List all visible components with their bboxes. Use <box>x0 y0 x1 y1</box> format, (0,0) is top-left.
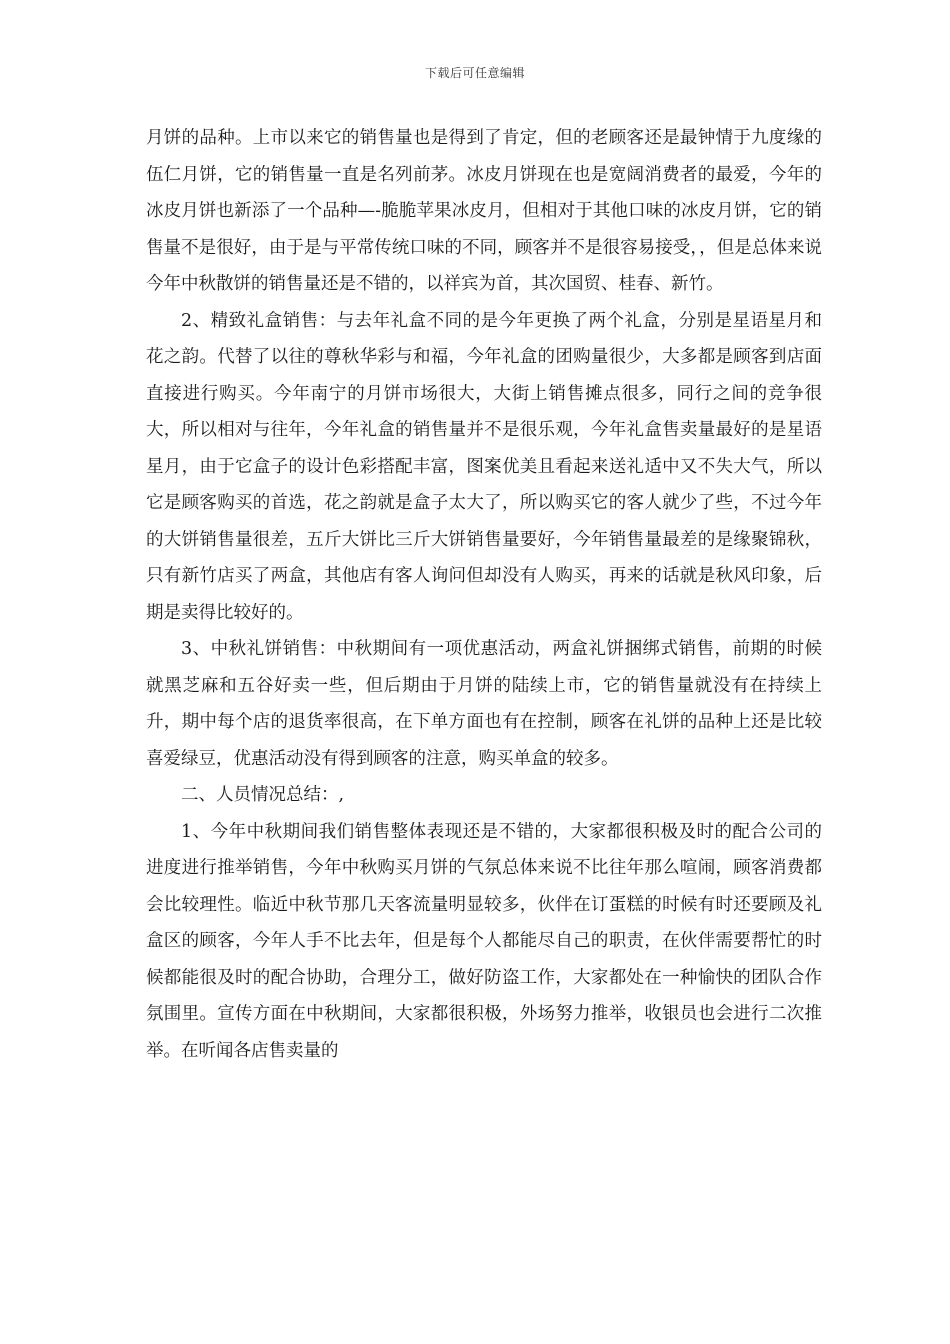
section-heading-staff-summary: 二、人员情况总结：, <box>181 785 345 805</box>
paragraph-gift-cake-sales: 3、中秋礼饼销售：中秋期间有一项优惠活动，两盒礼饼捆绑式销售，前期的时候就黑芝麻和五谷好卖一些，但后期由于月饼的陆续上市，它的销售量就没有在持续上升，期中每个店的退货率很高，在下单方面也有在控制，顾客在礼饼的品种上还是比较喜爱绿豆，优惠活动没有得到顾客的注意，购买单盒的较多。 <box>146 639 822 769</box>
document-body <box>146 120 822 1069</box>
paragraph-staff-performance: 1、今年中秋期间我们销售整体表现还是不错的，大家都很积极及时的配合公司的进度进行推举销售，今年中秋购买月饼的气氛总体来说不比往年那么喧闹，顾客消费都会比较理性。临近中秋节那几天客流量明显较多，伙伴在订蛋糕的时候有时还要顾及礼盒区的顾客，今年人手不比去年，但是每个人都能尽自己的职责，在伙伴需要帮忙的时候都能很及时的配合协助，合理分工，做好防盗工作，大家都处在一种愉快的团队合作氛围里。宣传方面在中秋期间，大家都很积极，外场努力推举，收银员也会进行二次推举。在听闻各店售卖量的 <box>146 821 822 1061</box>
paragraph-continuation: 月饼的品种。上市以来它的销售量也是得到了肯定，但的老顾客还是最钟情于九度缘的伍仁月饼，它的销售量一直是名列前茅。冰皮月饼现在也是宽阔消费者的最爱，今年的冰皮月饼也新添了一个品种—-脆脆苹果冰皮月，但相对于其他口味的冰皮月饼，它的销售量不是很好，由于是与平常传统口味的不同，顾客并不是很容易接受，，但是总体来说今年中秋散饼的销售量还是不错的，以祥宾为首，其次国贸、桂春、新竹。 <box>146 128 822 294</box>
paragraph-gift-box-sales: 2、精致礼盒销售：与去年礼盒不同的是今年更换了两个礼盒，分别是星语星月和花之韵。代替了以往的尊秋华彩与和福，今年礼盒的团购量很少，大多都是顾客到店面直接进行购买。今年南宁的月饼市场很大，大街上销售摊点很多，同行之间的竞争很大，所以相对与往年，今年礼盒的销售量并不是很乐观，今年礼盒售卖量最好的是星语星月，由于它盒子的设计色彩搭配丰富，图案优美且看起来送礼适中又不失大气，所以它是顾客购买的首选，花之韵就是盒子太大了，所以购买它的客人就少了些，不过今年的大饼销售量很差，五斤大饼比三斤大饼销售量要好，今年销售量最差的是缘聚锦秋，只有新竹店买了两盒，其他店有客人询问但却没有人购买，再来的话就是秋风印象，后期是卖得比较好的。 <box>146 310 822 623</box>
page-header: 下载后可任意编辑 <box>424 66 525 80</box>
